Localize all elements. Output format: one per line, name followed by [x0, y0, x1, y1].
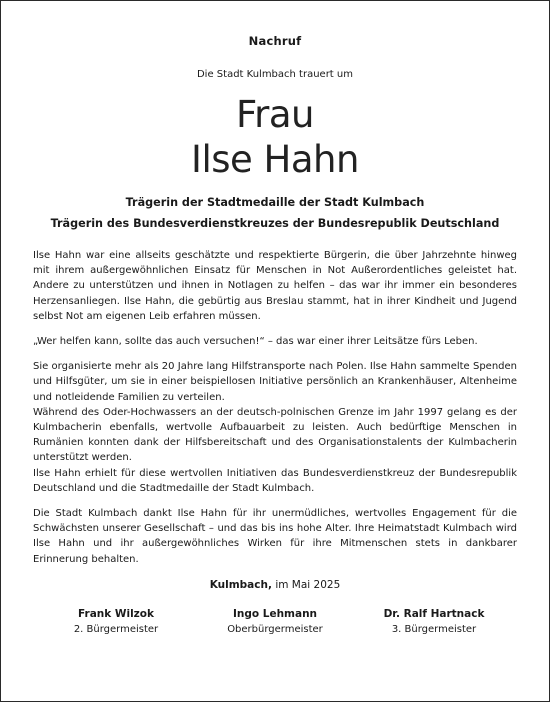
intro-line: Die Stadt Kulmbach trauert um	[196, 69, 353, 80]
honor-stadtmedaille: Trägerin der Stadtmedaille der Stadt Kulmbach	[125, 196, 425, 209]
signatory-name: Dr. Ralf Hartnack	[383, 607, 485, 620]
honors-block	[33, 192, 517, 234]
body-paragraph: Ilse Hahn erhielt für diese wertvollen Initiativen das Bundesverdienstkreuz der Bundesrepublik Deutschland und die Stadtmedaille der Stadt Kulmbach.	[33, 467, 517, 494]
signature-block	[41, 606, 191, 637]
body-paragraph: Die Stadt Kulmbach dankt Ilse Hahn für ihr unermüdliches, wertvolles Engagement für die Schwächsten unserer Gesellschaft – und das bis ins hohe Alter. Ihre Heimatstadt Kulmbach wird Ilse Hahn und ihr außergewöhnliches Wirken für ihre Mitmenschen stets in dankbarer Erinnerung behalten.	[33, 508, 517, 565]
notice-heading: Nachruf	[248, 34, 302, 48]
signature-block	[200, 606, 350, 637]
body-paragraph: Während des Oder-Hochwassers an der deutsch-polnischen Grenze im Jahr 1997 gelang es der Kulmbacherin ebenfalls, wertvolle Aufbauarbeit zu leisten. Auch bedürftige Menschen in Rumänien konnten dank der Hilfsbereitschaft und des Organisationstalents der Kulmbacherin unterstützt werden.	[33, 406, 517, 464]
signatory-name: Frank Wilzok	[78, 607, 154, 620]
place-date	[33, 579, 517, 591]
signature-block	[359, 606, 509, 637]
deceased-name: Ilse Hahn	[191, 138, 359, 181]
place: Kulmbach,	[209, 578, 272, 591]
signature-row	[33, 606, 517, 637]
body-paragraph: Sie organisierte mehr als 20 Jahre lang Hilfstransporte nach Polen. Ilse Hahn sammelte Spenden und Hilfsgüter, um sie in einer beispiellosen Initiative persönlich an Krankenhäuser, Altenheime und notleidende Familien zu verteilen.	[33, 361, 517, 403]
body-quote-paragraph: „Wer helfen kann, sollte das auch versuchen!“ – das war einer ihrer Leitsätze fürs Leben.	[33, 336, 478, 348]
signatory-role: 2. Bürgermeister	[73, 623, 159, 635]
body-paragraph: Ilse Hahn war eine allseits geschätzte und respektierte Bürgerin, die über Jahrzehnte hinweg mit ihrem außergewöhnlichen Einsatz für Menschen in Not Außerordentliches geleistet hat. Andere zu unterstützen und ihnen in Notlagen zu helfen – das war ihr immer ein besonderes Herzensanliegen. Ilse Hahn, die gebürtig aus Breslau stammt, hat in ihrer Kindheit und Jugend selbst Not am eigenen Leib erfahren müssen.	[33, 250, 517, 322]
signatory-role: 3. Bürgermeister	[391, 623, 477, 635]
signatory-name: Ingo Lehmann	[232, 607, 318, 620]
obituary-body	[33, 248, 517, 567]
deceased-salutation: Frau	[236, 93, 314, 136]
honor-bundesverdienstkreuz: Trägerin des Bundesverdienstkreuzes der Bundesrepublik Deutschland	[50, 217, 500, 230]
date: im Mai 2025	[275, 578, 341, 591]
signatory-role: Oberbürgermeister	[227, 623, 323, 635]
